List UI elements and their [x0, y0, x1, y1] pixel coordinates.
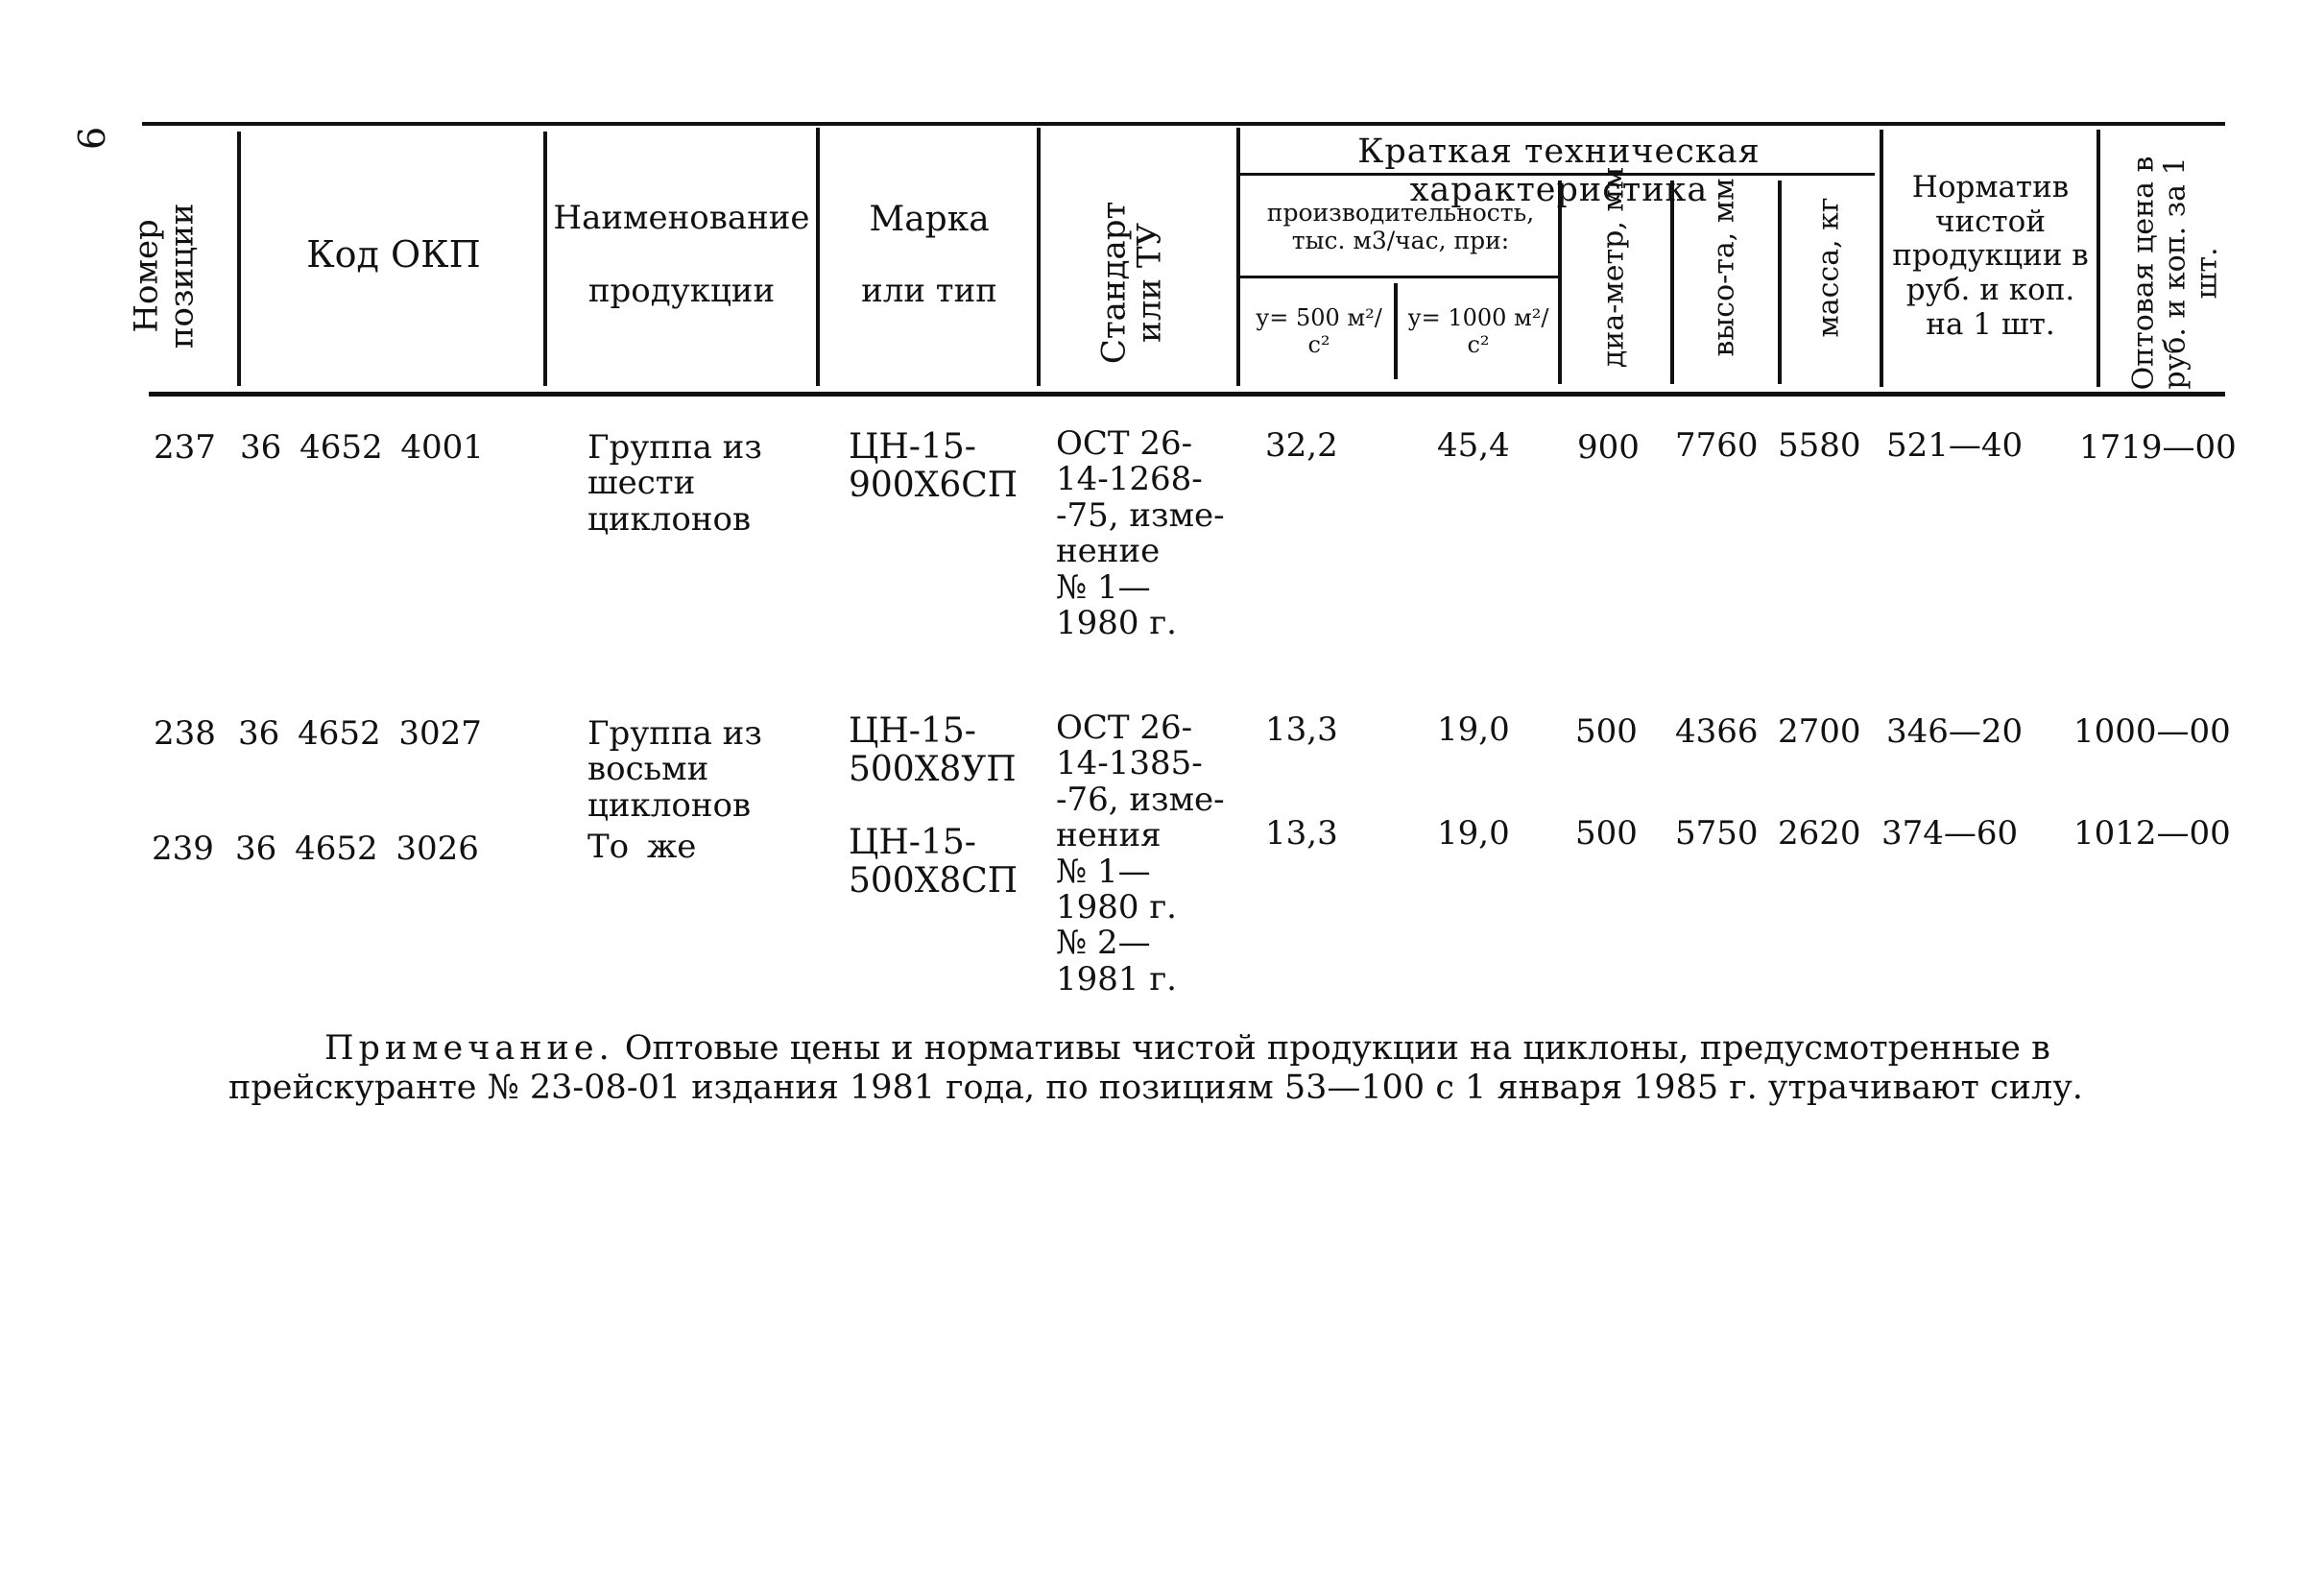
table-row-238-okp: 36 4652 3027	[238, 714, 482, 753]
table-row-237-v500: 32,2	[1265, 426, 1338, 465]
header-brand-line2: или тип	[861, 272, 997, 310]
table-top-rule	[142, 122, 2225, 126]
table-row-237-diameter: 900	[1577, 428, 1640, 467]
header-standard: Стандарт или ТУ	[1094, 201, 1169, 365]
header-v1000: у= 1000 м²/с²	[1407, 304, 1549, 358]
col-divider	[1778, 180, 1782, 384]
table-row-237-pos: 237	[154, 428, 216, 467]
col-divider	[1037, 128, 1041, 386]
page-number: 9	[69, 126, 112, 151]
table-row-239-diameter: 500	[1575, 814, 1638, 853]
table-row-239-name: То же	[587, 828, 697, 866]
table-row-238-pos: 238	[154, 714, 216, 753]
header-v500: у= 500 м²/с²	[1256, 304, 1382, 358]
table-row-239-price: 1012—00	[2073, 814, 2231, 853]
table-row-238-norm: 346—20	[1886, 712, 2024, 751]
table-row-238-name: Группа из восьми циклонов	[587, 714, 762, 825]
header-capacity: производительность, тыс. м3/час, при:	[1266, 199, 1535, 254]
table-row-238-diameter: 500	[1575, 712, 1638, 751]
header-brand-line1: Марка	[869, 200, 990, 239]
footnote-lead: Примечание.	[324, 1029, 614, 1068]
table-row-239-v1000: 19,0	[1437, 814, 1510, 853]
table-row-239-okp: 36 4652 3026	[235, 830, 479, 868]
table-row-238-brand: ЦН-15- 500Х8УП	[849, 711, 1017, 789]
table-row-237-standard: ОСТ 26- 14-1268- -75, изме- нение № 1— 1980 г.	[1056, 424, 1225, 642]
table-row-239-pos: 239	[152, 830, 214, 868]
table-row-238-height: 4366	[1675, 712, 1759, 751]
capacity-rule	[1238, 276, 1560, 278]
table-row-237-price: 1719—00	[2079, 428, 2237, 467]
header-wholesale: Оптовая цена в руб. и коп. за 1 шт.	[2126, 156, 2224, 391]
col-divider	[1670, 180, 1674, 384]
table-row-237-norm: 521—40	[1886, 426, 2024, 465]
col-divider	[1880, 130, 1883, 387]
table-header-bottom-rule	[149, 392, 2225, 397]
footnote	[228, 1029, 2240, 1109]
table-row-238-standard: ОСТ 26- 14-1385- -76, изме- нения № 1— 1980 г. № 2— 1981 г.	[1056, 709, 1225, 998]
col-divider	[543, 132, 547, 386]
table-row-238-v500: 13,3	[1265, 710, 1338, 749]
col-divider	[237, 132, 241, 386]
table-row-239-brand: ЦН-15- 500Х8СП	[849, 823, 1018, 901]
table-row-237-brand: ЦН-15- 900Х6СП	[849, 427, 1018, 505]
table-row-239-norm: 374—60	[1881, 814, 2019, 853]
header-tech-group: Краткая техническая характеристика	[1357, 132, 1761, 210]
table-row-237-v1000: 45,4	[1437, 426, 1510, 465]
header-name-line1: Наименование	[553, 199, 810, 237]
header-norm: Норматив чистой продукции в руб. и коп. на 1 шт.	[1892, 170, 2089, 342]
table-row-239-height: 5750	[1675, 814, 1759, 853]
header-diameter: диа-метр, мм	[1596, 166, 1631, 369]
header-mass: масса, кг	[1811, 197, 1846, 338]
col-divider	[1394, 283, 1398, 379]
col-divider	[1558, 180, 1562, 384]
table-row-237-name: Группа из шести циклонов	[587, 428, 762, 539]
footnote-text: Оптовые цены и нормативы чистой продукции на циклоны, предусмотренные в прейскуранте № 23-08-01 издания 1981 года, по позициям 53—100 с 1 января 1985 г. утрачивают силу.	[228, 1029, 2083, 1108]
header-position-no: Номер позиции	[127, 203, 202, 349]
col-divider	[816, 128, 820, 386]
header-name-line2: продукции	[587, 272, 776, 310]
table-row-239-v500: 13,3	[1265, 814, 1338, 853]
table-row-237-okp: 36 4652 4001	[240, 428, 484, 467]
table-row-238-v1000: 19,0	[1437, 710, 1510, 749]
table-row-238-price: 1000—00	[2073, 712, 2231, 751]
header-height: высо-та, мм	[1707, 178, 1741, 357]
header-okp-code: Код ОКП	[306, 233, 481, 276]
table-row-238-mass: 2700	[1778, 712, 1861, 751]
table-row-239-mass: 2620	[1778, 814, 1861, 853]
col-divider	[2096, 130, 2100, 387]
table-row-237-mass: 5580	[1778, 426, 1861, 465]
table-row-237-height: 7760	[1675, 426, 1759, 465]
